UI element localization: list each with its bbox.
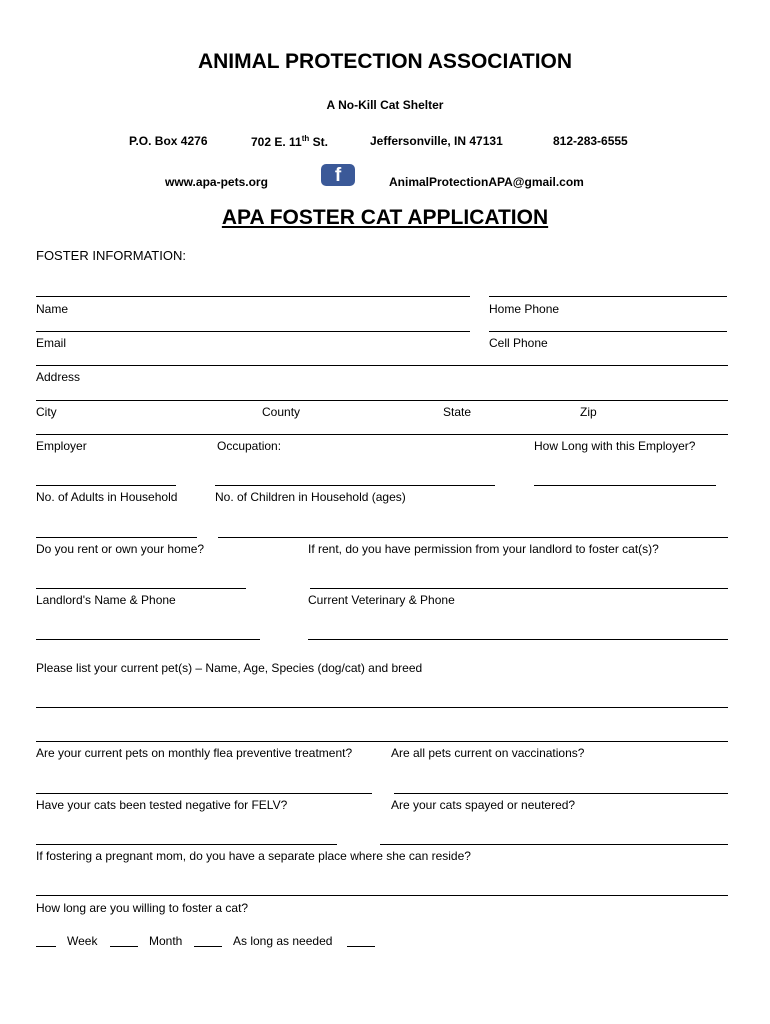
cell-phone-label: Cell Phone (489, 336, 548, 350)
pets-list-line-2[interactable] (36, 741, 728, 742)
name-line[interactable] (36, 296, 470, 297)
home-phone-label: Home Phone (489, 302, 560, 316)
flea-label: Are your current pets on monthly flea preventive treatment? (36, 746, 353, 760)
street-address-tail: St. (309, 135, 328, 149)
city-line[interactable] (36, 400, 728, 401)
employer-label: Employer (36, 439, 87, 453)
as-long-blank[interactable] (194, 946, 222, 947)
city-state-zip: Jeffersonville, IN 47131 (370, 134, 503, 148)
pregnant-label: If fostering a pregnant mom, do you have a separate place where she can reside? (36, 849, 471, 863)
week-blank[interactable] (36, 946, 56, 947)
month-blank[interactable] (110, 946, 138, 947)
state-label: State (443, 405, 472, 419)
month-option-label: Month (149, 934, 183, 948)
email-label: Email (36, 336, 67, 350)
pets-list-label: Please list your current pet(s) – Name, Age, Species (dog/cat) and breed (36, 661, 423, 675)
felv-label: Have your cats been tested negative for FELV? (36, 798, 288, 812)
street-address-main: 702 E. 11 (251, 135, 302, 149)
felv-line[interactable] (36, 844, 337, 845)
children-label: No. of Children in Household (ages) (215, 490, 406, 504)
rent-own-label: Do you rent or own your home? (36, 542, 205, 556)
pets-list-line-1[interactable] (36, 707, 728, 708)
email-address[interactable]: AnimalProtectionAPA@gmail.com (389, 175, 584, 189)
vaccinations-label: Are all pets current on vaccinations? (391, 746, 585, 760)
city-label: City (36, 405, 57, 419)
home-phone-line[interactable] (489, 296, 727, 297)
street-address-suffix: th (301, 134, 310, 143)
phone-number: 812-283-6555 (553, 134, 628, 148)
rent-own-line[interactable] (36, 537, 197, 538)
landlord-permission-line[interactable] (218, 537, 728, 538)
pregnant-line[interactable] (36, 895, 728, 896)
name-label: Name (36, 302, 69, 316)
form-title: APA FOSTER CAT APPLICATION (221, 206, 549, 229)
occupation-label: Occupation: (217, 439, 282, 453)
veterinary-label: Current Veterinary & Phone (308, 593, 455, 607)
address-label: Address (36, 370, 81, 384)
landlord-label: Landlord's Name & Phone (36, 593, 176, 607)
trailing-blank[interactable] (347, 946, 375, 947)
tagline: A No-Kill Cat Shelter (326, 98, 444, 112)
facebook-icon[interactable]: f (321, 164, 355, 186)
week-option-label: Week (67, 934, 98, 948)
website[interactable]: www.apa-pets.org (165, 175, 268, 189)
children-line[interactable] (215, 485, 495, 486)
cell-phone-line[interactable] (489, 331, 727, 332)
adults-line[interactable] (36, 485, 176, 486)
landlord-line[interactable] (36, 588, 246, 589)
address-line[interactable] (36, 365, 728, 366)
email-line[interactable] (36, 331, 470, 332)
county-label: County (262, 405, 301, 419)
vaccinations-line[interactable] (394, 793, 728, 794)
employer-line[interactable] (36, 434, 728, 435)
org-name: ANIMAL PROTECTION ASSOCIATION (197, 50, 573, 73)
how-long-foster-label: How long are you willing to foster a cat? (36, 901, 249, 915)
section-heading: FOSTER INFORMATION: (36, 248, 186, 263)
landlord-detail-line[interactable] (36, 639, 260, 640)
as-long-option-label: As long as needed (233, 934, 333, 948)
spayed-label: Are your cats spayed or neutered? (391, 798, 576, 812)
how-long-employer-label: How Long with this Employer? (534, 439, 696, 453)
street-address (251, 134, 328, 149)
spayed-line[interactable] (380, 844, 728, 845)
zip-label: Zip (580, 405, 597, 419)
landlord-permission-label: If rent, do you have permission from your landlord to foster cat(s)? (308, 542, 659, 556)
employer-duration-line[interactable] (534, 485, 716, 486)
adults-label: No. of Adults in Household (36, 490, 178, 504)
veterinary-detail-line[interactable] (308, 639, 728, 640)
po-box: P.O. Box 4276 (129, 134, 208, 148)
veterinary-line[interactable] (310, 588, 728, 589)
flea-line[interactable] (36, 793, 372, 794)
